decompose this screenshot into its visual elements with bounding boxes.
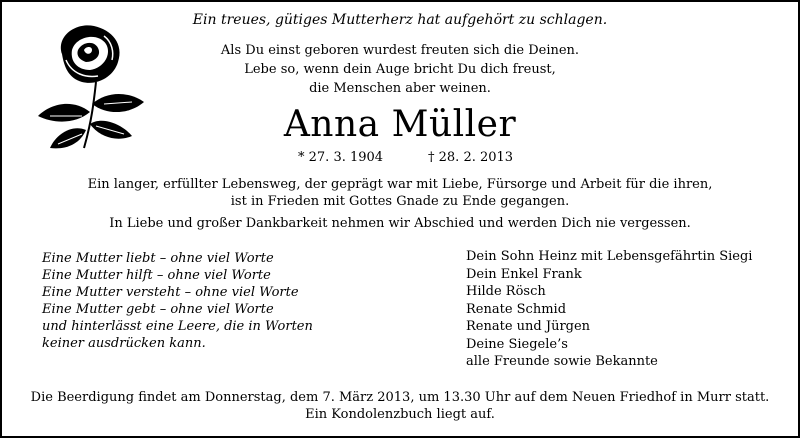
mourner-entry: Renate und Jürgen [466,319,591,334]
verse-line: Als Du einst geboren wurdest freuten sich die Deinen. [220,43,580,58]
headline: Ein treues, gütiges Mutterherz hat aufgehört zu schlagen. [192,12,608,28]
poem [42,250,313,352]
death-date: † 28. 2. 2013 [428,150,514,165]
tribute-line: ist in Frieden mit Gottes Gnade zu Ende gegangen. [230,194,570,209]
mourner-entry: Dein Sohn Heinz mit Lebensgefährtin Siegi [466,249,753,264]
birth-date: * 27. 3. 1904 [298,150,384,165]
poem-line: Eine Mutter liebt – ohne viel Worte [42,251,274,266]
mourner-entry: alle Freunde sowie Bekannte [466,354,658,369]
tribute-text [2,176,798,210]
poem-line: und hinterlässt eine Leere, die in Worten [42,319,313,334]
poem-line: Eine Mutter hilft – ohne viel Worte [42,268,271,283]
tribute-line: Ein langer, erfüllter Lebensweg, der geprägt war mit Liebe, Fürsorge und Arbeit für die ihren, [87,177,713,192]
mourner-entry: Deine Siegele’s [466,336,568,352]
deceased-name: Anna Müller [283,104,517,145]
verse-line: die Menschen aber weinen. [309,81,491,96]
verse-line: Lebe so, wenn dein Auge bricht Du dich freust, [244,62,556,77]
poem-line: keiner ausdrücken kann. [42,336,206,351]
mourner-entry: Renate Schmid [466,301,567,317]
poem-line: Eine Mutter versteht – ohne viel Worte [42,285,299,300]
mourners-list [466,248,752,371]
mourner-entry: Dein Enkel Frank [466,266,582,282]
farewell-text: In Liebe und großer Dankbarkeit nehmen wir Abschied und werden Dich nie vergessen. [109,216,691,231]
poem-line: Eine Mutter gebt – ohne viel Worte [42,302,274,317]
condolence-book-note: Ein Kondolenzbuch liegt auf. [305,407,495,422]
mourner-entry: Hilde Rösch [466,284,546,299]
verse [2,41,798,98]
funeral-details: Die Beerdigung findet am Donnerstag, dem 7. März 2013, um 13.30 Uhr auf dem Neuen Friedhof in Murr statt. [30,390,770,405]
funeral-info [2,389,798,423]
